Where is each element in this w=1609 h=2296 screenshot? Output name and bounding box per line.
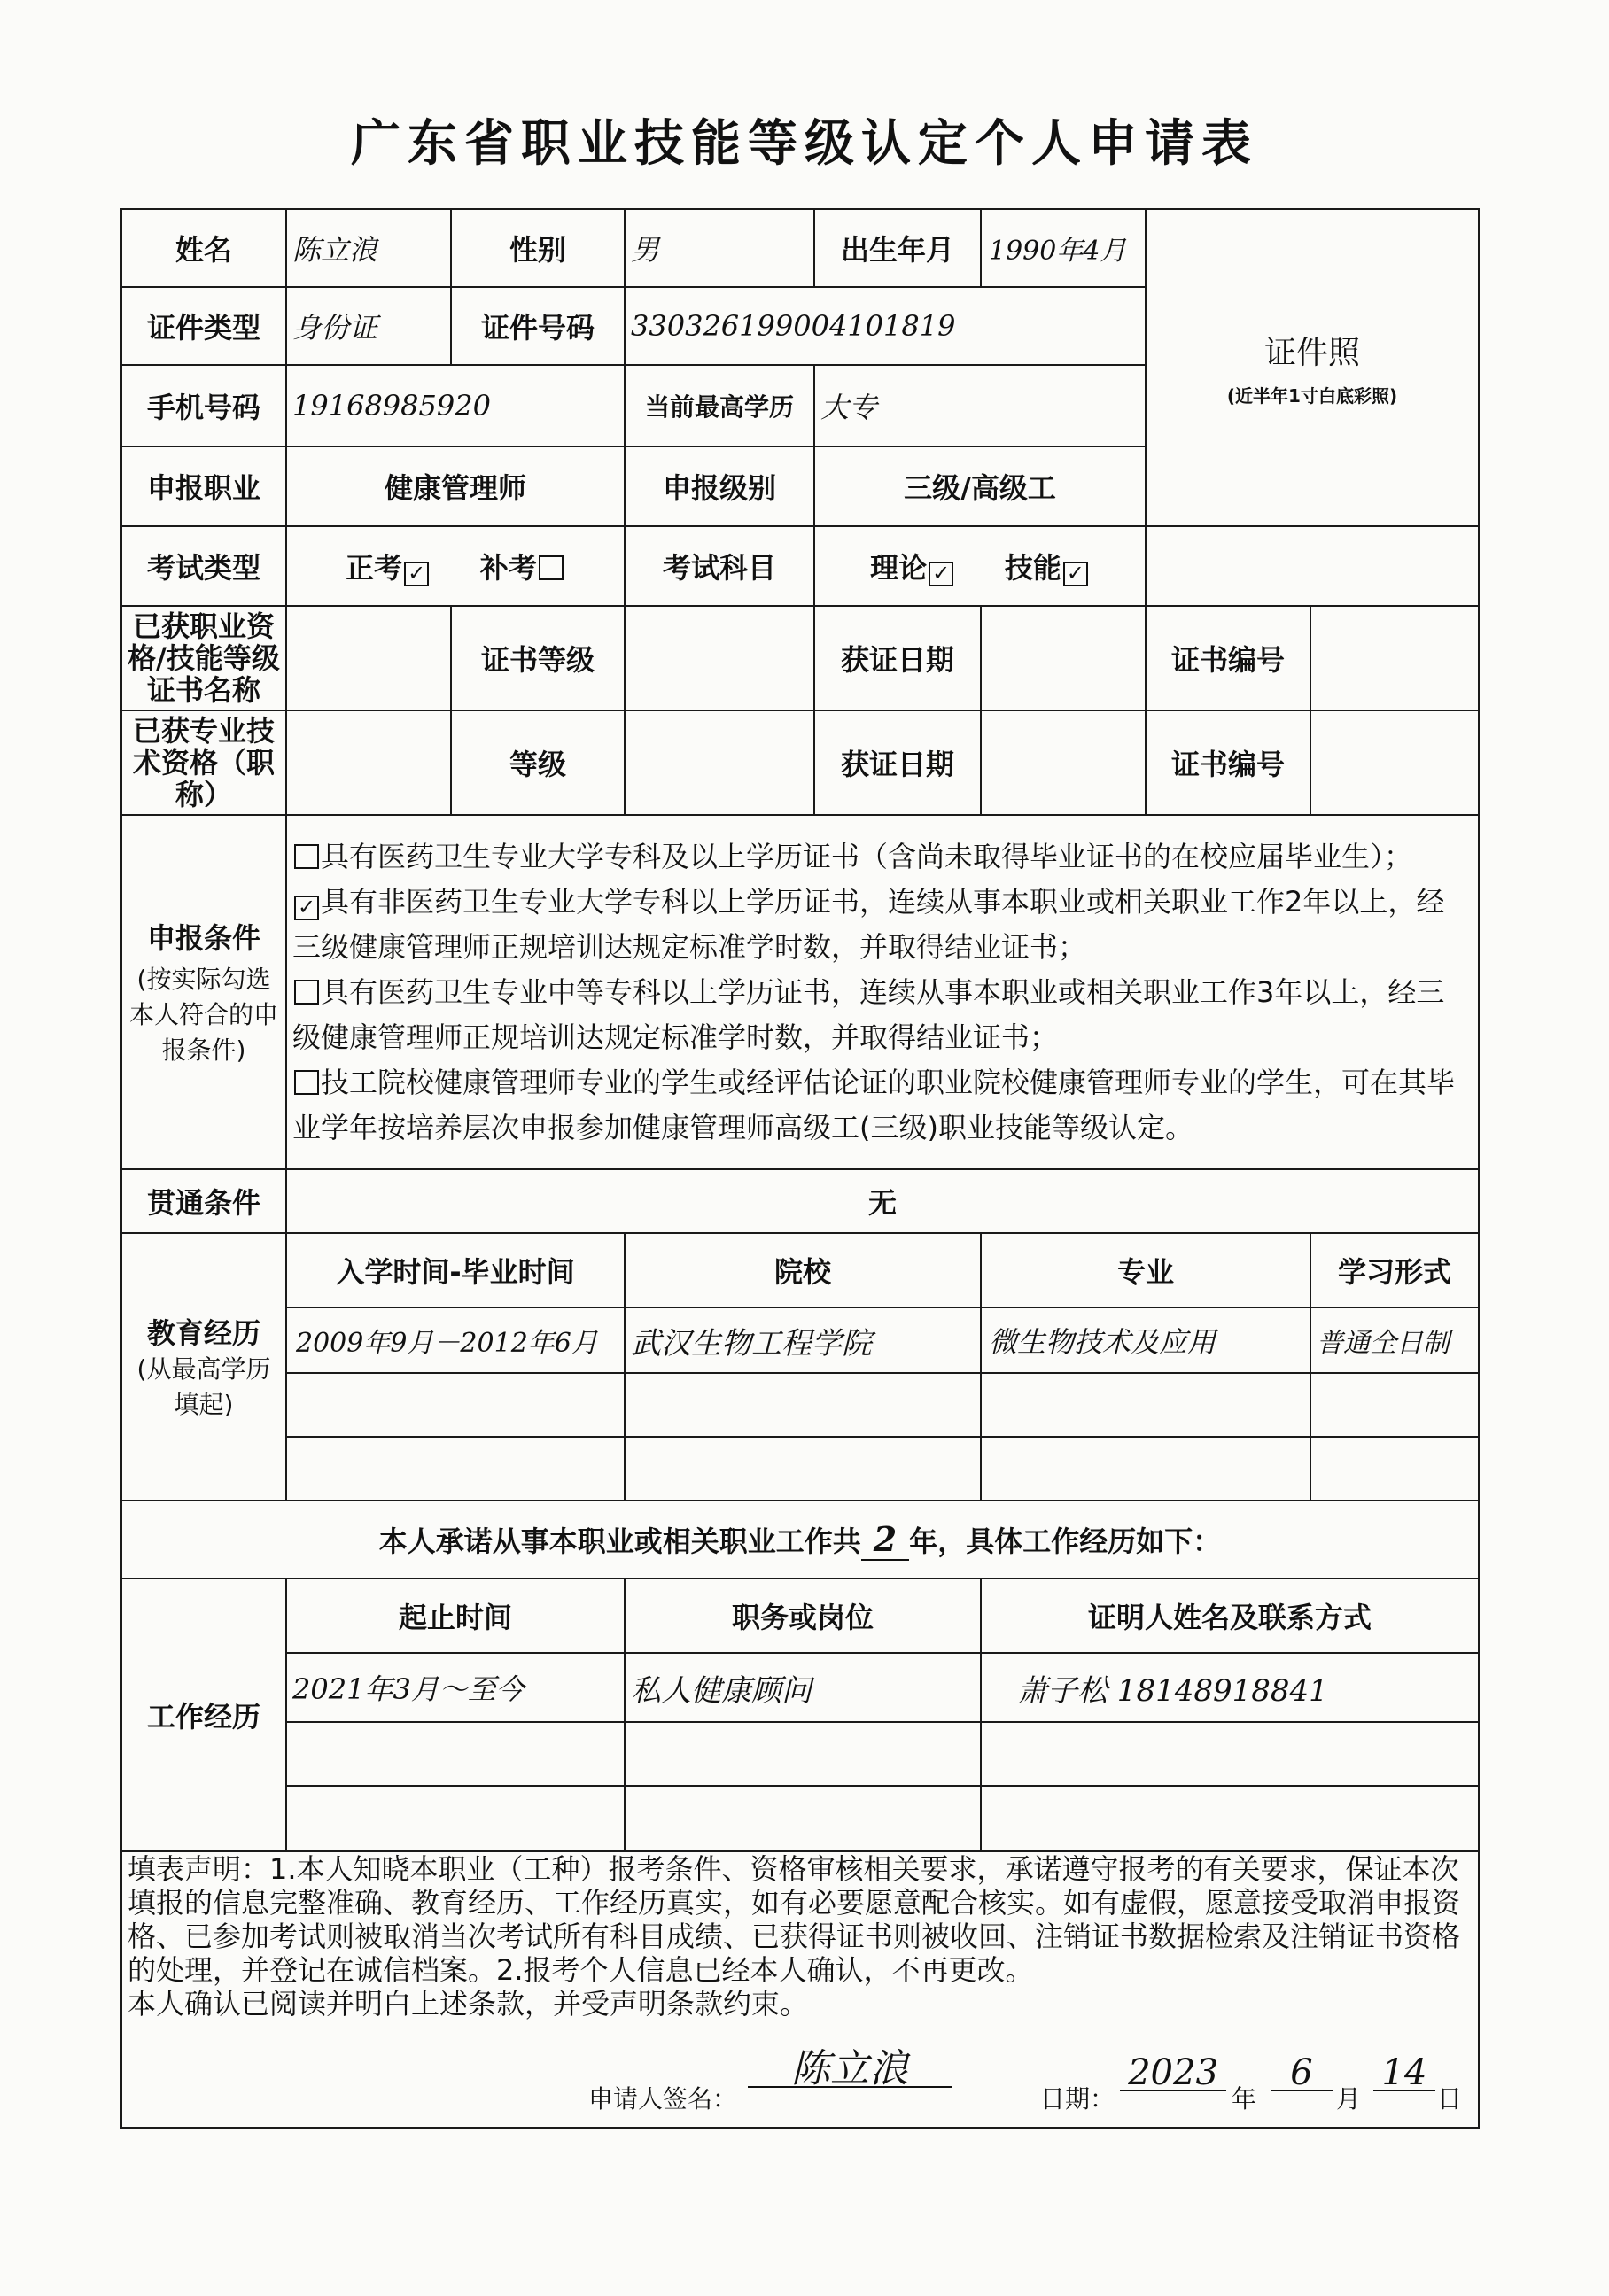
condition-item [292, 1060, 1473, 1151]
application-form [120, 208, 1480, 2129]
condition-item [292, 834, 1473, 880]
birth-label: 出生年月 [814, 209, 981, 287]
id-number-label: 证件号码 [451, 287, 625, 365]
edu-cell[interactable] [286, 1437, 625, 1501]
signature-line [128, 2046, 1473, 2127]
photo-title: 证件照 [1264, 335, 1361, 371]
grade-value[interactable] [625, 710, 814, 815]
condition-item [292, 970, 1473, 1060]
conditions-label: 申报条件 [146, 921, 260, 955]
pledge-line [121, 1501, 1479, 1578]
subject-theory-label: 理论 [870, 551, 928, 585]
gender-value[interactable]: 男 [625, 209, 814, 287]
condition-2-text: 具有非医药卫生专业大学专科以上学历证书，连续从事本职业或相关职业工作2年以上，经三级健康管理师正规培训达规定标准学时数，并取得结业证书； [292, 884, 1445, 964]
edu-history-label-cell [121, 1233, 286, 1501]
work-cell[interactable]: 萧子松 18148918841 [981, 1653, 1479, 1722]
exam-regular-label: 正考 [346, 551, 403, 585]
id-type-label: 证件类型 [121, 287, 286, 365]
pledge-after: 年，具体工作经历如下： [909, 1524, 1222, 1558]
photo-note: (近半年1寸白底彩照) [1226, 385, 1398, 407]
edu-cell[interactable]: 武汉生物工程学院 [625, 1307, 981, 1373]
exam-type-options [286, 526, 625, 606]
level-value[interactable]: 三级/高级工 [814, 446, 1146, 526]
conditions-note: (按实际勾选本人符合的申报条件) [128, 965, 278, 1065]
declaration-confirm: 本人确认已阅读并明白上述条款，并受声明条款约束。 [128, 1987, 809, 2021]
cert-no-label: 证书编号 [1146, 606, 1310, 710]
edu-cell[interactable] [981, 1437, 1310, 1501]
work-cell[interactable]: 2021年3月～至今 [286, 1653, 625, 1722]
form-title: 广东省职业技能等级认定个人申请表 [351, 115, 1258, 173]
edu-col-school: 院校 [625, 1233, 981, 1307]
edu-cell[interactable] [1310, 1373, 1479, 1437]
table-row [121, 1437, 1479, 1501]
pledge-years[interactable]: 2 [861, 1519, 909, 1561]
exam-makeup-label: 补考 [479, 551, 537, 585]
education-label: 当前最高学历 [625, 365, 814, 446]
exam-regular-checkbox[interactable]: ✓ [404, 562, 429, 586]
edu-col-major: 专业 [981, 1233, 1310, 1307]
prior-cert-value[interactable] [286, 606, 451, 710]
table-row [121, 1786, 1479, 1851]
table-row [121, 1722, 1479, 1786]
pledge-before: 本人承诺从事本职业或相关职业工作共 [378, 1524, 861, 1558]
condition-4-text: 技工院校健康管理师专业的学生或经评估论证的职业院校健康管理师专业的学生，可在其毕业学年按培养层次申报参加健康管理师高级工(三级)职业技能等级认定。 [292, 1065, 1456, 1144]
edu-cell[interactable] [625, 1437, 981, 1501]
occupation-value[interactable]: 健康管理师 [286, 446, 625, 526]
work-cell[interactable] [981, 1722, 1479, 1786]
work-cell[interactable] [625, 1786, 981, 1851]
work-cell[interactable] [981, 1786, 1479, 1851]
exam-makeup-checkbox[interactable] [539, 555, 564, 580]
id-number-value[interactable]: 330326199004101819 [625, 287, 1146, 365]
exam-subject-options [814, 526, 1146, 606]
table-row [121, 1373, 1479, 1437]
signature[interactable]: 陈立浪 [748, 2052, 952, 2088]
condition-item [292, 880, 1473, 970]
exam-subject-label: 考试科目 [625, 526, 814, 606]
level-label: 申报级别 [625, 446, 814, 526]
work-cell[interactable]: 私人健康顾问 [625, 1653, 981, 1722]
edu-cell[interactable]: 2009年9月－2012年6月 [286, 1307, 625, 1373]
phone-label: 手机号码 [121, 365, 286, 446]
cert-date-value[interactable] [981, 606, 1146, 710]
date-label: 日期： [1040, 2084, 1115, 2114]
edu-col-form: 学习形式 [1310, 1233, 1479, 1307]
edu-history-label: 教育经历 [146, 1316, 260, 1350]
occupation-label: 申报职业 [121, 446, 286, 526]
table-row [121, 1307, 1479, 1373]
date-day[interactable]: 14 [1373, 2056, 1435, 2091]
cert-level-label: 证书等级 [451, 606, 625, 710]
edu-cell[interactable] [625, 1373, 981, 1437]
work-col-reference: 证明人姓名及联系方式 [981, 1578, 1479, 1653]
cert-no2-label: 证书编号 [1146, 710, 1310, 815]
year-unit: 年 [1232, 2084, 1257, 2114]
date-month[interactable]: 6 [1271, 2056, 1333, 2091]
pass-cond-value[interactable]: 无 [286, 1169, 1479, 1233]
name-label: 姓名 [121, 209, 286, 287]
subject-skill-label: 技能 [1004, 551, 1061, 585]
pass-cond-label: 贯通条件 [121, 1169, 286, 1233]
grade-label: 等级 [451, 710, 625, 815]
cert-level-value[interactable] [625, 606, 814, 710]
work-cell[interactable] [625, 1722, 981, 1786]
name-value[interactable]: 陈立浪 [286, 209, 451, 287]
work-cell[interactable] [286, 1722, 625, 1786]
work-cell[interactable] [286, 1786, 625, 1851]
edu-cell[interactable] [286, 1373, 625, 1437]
blank-cell [1146, 526, 1479, 606]
day-unit: 日 [1437, 2084, 1463, 2114]
edu-cell[interactable]: 普通全日制 [1310, 1307, 1479, 1373]
cert-date-label: 获证日期 [814, 606, 981, 710]
work-col-position: 职务或岗位 [625, 1578, 981, 1653]
conditions-label-cell [121, 815, 286, 1169]
condition-1-text: 具有医药卫生专业大学专科及以上学历证书（含尚未取得毕业证书的在校应届毕业生）； [321, 839, 1413, 873]
edu-cell[interactable]: 微生物技术及应用 [981, 1307, 1310, 1373]
prior-cert-label: 已获职业资格/技能等级证书名称 [121, 606, 286, 710]
condition-3-text: 具有医药卫生专业中等专科以上学历证书，连续从事本职业或相关职业工作3年以上，经三级健康管理师正规培训达规定标准学时数，并取得结业证书； [292, 974, 1445, 1054]
edu-cell[interactable] [981, 1373, 1310, 1437]
photo-box[interactable] [1146, 209, 1479, 526]
edu-col-time: 入学时间-毕业时间 [286, 1233, 625, 1307]
condition-2-checkbox[interactable]: ✓ [294, 896, 319, 920]
conditions-list [286, 815, 1479, 1169]
date-year[interactable]: 2023 [1120, 2056, 1226, 2091]
id-type-value[interactable]: 身份证 [286, 287, 451, 365]
declaration-box [121, 1851, 1479, 2128]
work-history-label: 工作经历 [121, 1578, 286, 1851]
gender-label: 性别 [451, 209, 625, 287]
edu-history-note: (从最高学历填起) [136, 1354, 271, 1419]
month-unit: 月 [1336, 2084, 1362, 2114]
cert-date2-value[interactable] [981, 710, 1146, 815]
exam-type-label: 考试类型 [121, 526, 286, 606]
subject-theory-checkbox[interactable]: ✓ [929, 562, 953, 586]
prof-title-value[interactable] [286, 710, 451, 815]
condition-3-checkbox[interactable] [294, 980, 319, 1004]
edu-cell[interactable] [1310, 1437, 1479, 1501]
sign-label: 申请人签名： [588, 2084, 738, 2114]
cert-no2-value[interactable] [1310, 710, 1479, 815]
cert-no-value[interactable] [1310, 606, 1479, 710]
cert-date2-label: 获证日期 [814, 710, 981, 815]
declaration-text: 填表声明：1.本人知晓本职业（工种）报考条件、资格审核相关要求，承诺遵守报考的有关要求，保证本次填报的信息完整准确、教育经历、工作经历真实，如有必要愿意配合核实。如有虚假，愿意接受取消申报资格、已参加考试则被取消当次考试所有科目成绩、已获得证书则被收回、注销证书数据检索及注销证书资格的处理，并登记在诚信档案。2.报考个人信息已经本人确认，不再更改。 [128, 1852, 1461, 1987]
work-col-period: 起止时间 [286, 1578, 625, 1653]
birth-value[interactable]: 1990年4月 [981, 209, 1146, 287]
phone-value[interactable]: 19168985920 [286, 365, 625, 446]
condition-1-checkbox[interactable] [294, 844, 319, 869]
table-row [121, 1653, 1479, 1722]
education-value[interactable]: 大专 [814, 365, 1146, 446]
subject-skill-checkbox[interactable]: ✓ [1063, 562, 1088, 586]
condition-4-checkbox[interactable] [294, 1070, 319, 1095]
prof-title-label: 已获专业技术资格（职称） [121, 710, 286, 815]
